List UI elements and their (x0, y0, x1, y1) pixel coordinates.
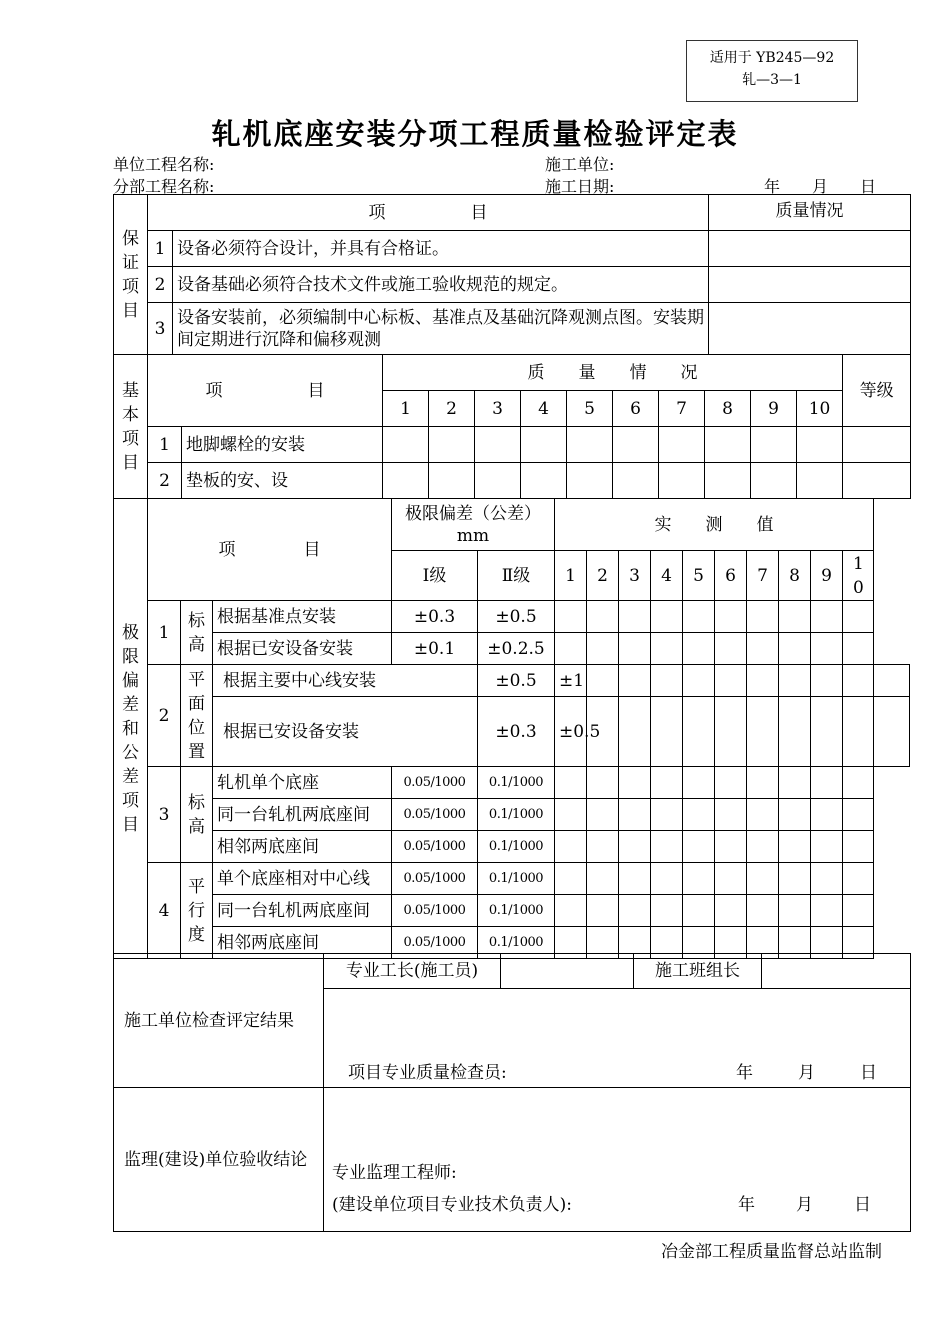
basic-col-number: 4 (521, 391, 567, 427)
tolerance-item: 根据主要中心线安装 (213, 665, 478, 697)
basic-section-label: 基本项目 (114, 355, 148, 499)
basic-col-grade: 等级 (843, 355, 911, 427)
guarantee-quality-cell[interactable] (709, 303, 911, 355)
tolerance-grade2: 0.1/1000 (478, 863, 555, 895)
basic-table (113, 354, 911, 499)
basic-col-number: 9 (751, 391, 797, 427)
tolerance-col-limit: 极限偏差（公差）mm (392, 499, 555, 551)
tolerance-item: 同一台轧机两底座间 (213, 895, 392, 927)
basic-col-number: 1 (383, 391, 429, 427)
tolerance-col-item: 项 目 (148, 499, 392, 601)
tolerance-group-category: 标高 (181, 767, 213, 863)
tolerance-section-label: 极限偏差和公差项目 (114, 499, 148, 959)
tolerance-grade1: ±0.3 (392, 601, 478, 633)
tolerance-grade1: ±0.1 (392, 633, 478, 665)
tolerance-grade1: 0.05/1000 (392, 831, 478, 863)
guarantee-section-label: 保证项目 (114, 195, 148, 355)
tolerance-item: 根据已安设备安装 (213, 697, 478, 767)
basic-col-number: 2 (429, 391, 475, 427)
tolerance-col-grade2: Ⅱ级 (478, 551, 555, 601)
tolerance-col-grade1: Ⅰ级 (392, 551, 478, 601)
page-title: 轧机底座安装分项工程质量检验评定表 (211, 117, 739, 151)
standard-stamp (686, 40, 858, 102)
inspector-date: 年 月 日 (736, 1063, 877, 1083)
basic-grade-cell[interactable] (843, 463, 911, 499)
basic-col-number: 10 (797, 391, 843, 427)
sub-project-label: 分部工程名称: (113, 177, 215, 196)
unit-project-label: 单位工程名称: (113, 155, 215, 174)
tolerance-item: 相邻两底座间 (213, 831, 392, 863)
basic-no: 1 (148, 427, 182, 463)
team-leader-label: 施工班组长 (634, 954, 762, 989)
tolerance-grade2: 0.1/1000 (478, 831, 555, 863)
basic-col-number: 8 (705, 391, 751, 427)
stamp-standard: 适用于 YB245—92 (709, 50, 835, 66)
guarantee-item: 设备必须符合设计，并具有合格证。 (173, 231, 709, 267)
tolerance-grade2: 0.1/1000 (478, 927, 555, 959)
measured-col-number: 3 (619, 551, 651, 601)
basic-col-number: 3 (475, 391, 521, 427)
owner-label: (建设单位项目专业技术负责人): (332, 1195, 572, 1215)
tolerance-grade2: ±1 (555, 665, 587, 697)
tolerance-grade2: ±0.5 (478, 601, 555, 633)
tolerance-grade1: ±0.3 (478, 697, 555, 767)
basic-row-2 (114, 463, 911, 499)
basic-col-number: 5 (567, 391, 613, 427)
construction-date-label: 施工日期: (545, 177, 615, 196)
tolerance-group-category: 平行度 (181, 863, 213, 959)
tolerance-group-no: 4 (148, 863, 181, 959)
construction-result-label: 施工单位检查评定结果 (114, 954, 324, 1088)
tolerance-grade1: 0.05/1000 (392, 927, 478, 959)
tolerance-grade2: 0.1/1000 (478, 767, 555, 799)
basic-no: 2 (148, 463, 182, 499)
tolerance-grade2: 0.1/1000 (478, 799, 555, 831)
engineer-label: 专业监理工程师: (332, 1163, 457, 1183)
inspector-label: 项目专业质量检查员: (348, 1063, 507, 1083)
construction-unit-label: 施工单位: (545, 155, 615, 174)
measured-col-number: 2 (587, 551, 619, 601)
measured-col-number: 1 (555, 551, 587, 601)
supervision-field[interactable] (324, 1088, 911, 1232)
measured-col-number: 9 (811, 551, 843, 601)
tolerance-group-no: 3 (148, 767, 181, 863)
basic-item: 地脚螺栓的安装 (182, 427, 383, 463)
tolerance-item: 同一台轧机两底座间 (213, 799, 392, 831)
guarantee-table (113, 194, 911, 355)
footer-issuer: 冶金部工程质量监督总站监制 (661, 1242, 882, 1262)
tolerance-item: 根据基准点安装 (213, 601, 392, 633)
basic-grade-cell[interactable] (843, 427, 911, 463)
tolerance-grade1: 0.05/1000 (392, 895, 478, 927)
tolerance-grade2: ±0.5 (555, 697, 587, 767)
tolerance-grade2: ±0.2.5 (478, 633, 555, 665)
stamp-form-number: 轧—3—1 (742, 72, 802, 88)
guarantee-col-item: 项 目 (148, 195, 709, 231)
measured-col-number: 7 (747, 551, 779, 601)
tolerance-item: 轧机单个底座 (213, 767, 392, 799)
supervision-date: 年 月 日 (738, 1195, 871, 1215)
header-date: 年 月 日 (763, 177, 876, 196)
basic-col-quality: 质 量 情 况 (383, 355, 843, 391)
tolerance-col-measured: 实 测 值 (555, 499, 874, 551)
tolerance-group-no: 2 (148, 665, 181, 767)
evaluation-table (113, 953, 911, 1232)
tolerance-grade1: 0.05/1000 (392, 863, 478, 895)
tolerance-item: 单个底座相对中心线 (213, 863, 392, 895)
measured-col-number: 8 (779, 551, 811, 601)
measured-col-number: 6 (715, 551, 747, 601)
guarantee-item: 设备安装前，必须编制中心标板、基准点及基础沉降观测点图。安装期间定期进行沉降和偏移观测 (173, 303, 709, 355)
tolerance-item: 根据已安设备安装 (213, 633, 392, 665)
tolerance-grade1: 0.05/1000 (392, 799, 478, 831)
construction-result-field[interactable] (324, 989, 911, 1088)
supervision-label: 监理(建设)单位验收结论 (114, 1088, 324, 1232)
guarantee-no: 2 (148, 267, 173, 303)
tolerance-group-no: 1 (148, 601, 181, 665)
basic-col-item: 项 目 (148, 355, 383, 427)
tolerance-group-category: 平面位置 (181, 665, 213, 767)
tolerance-grade1: ±0.5 (478, 665, 555, 697)
basic-row-1 (114, 427, 911, 463)
guarantee-quality-cell[interactable] (709, 231, 911, 267)
measured-col-number: 4 (651, 551, 683, 601)
guarantee-no: 1 (148, 231, 173, 267)
guarantee-no: 3 (148, 303, 173, 355)
tolerance-grade2: 0.1/1000 (478, 895, 555, 927)
basic-col-number: 6 (613, 391, 659, 427)
foreman-field[interactable] (501, 954, 634, 989)
team-leader-field[interactable] (762, 954, 911, 989)
measured-col-number: 10 (843, 551, 874, 601)
guarantee-col-quality: 质量情况 (709, 195, 911, 231)
guarantee-quality-cell[interactable] (709, 267, 911, 303)
tolerance-group-category: 标高 (181, 601, 213, 665)
measured-col-number: 5 (683, 551, 715, 601)
basic-col-number: 7 (659, 391, 705, 427)
basic-item: 垫板的安、设 (182, 463, 383, 499)
guarantee-item: 设备基础必须符合技术文件或施工验收规范的规定。 (173, 267, 709, 303)
tolerance-grade1: 0.05/1000 (392, 767, 478, 799)
tolerance-table (113, 498, 910, 959)
tolerance-item: 相邻两底座间 (213, 927, 392, 959)
foreman-label: 专业工长(施工员) (324, 954, 501, 989)
